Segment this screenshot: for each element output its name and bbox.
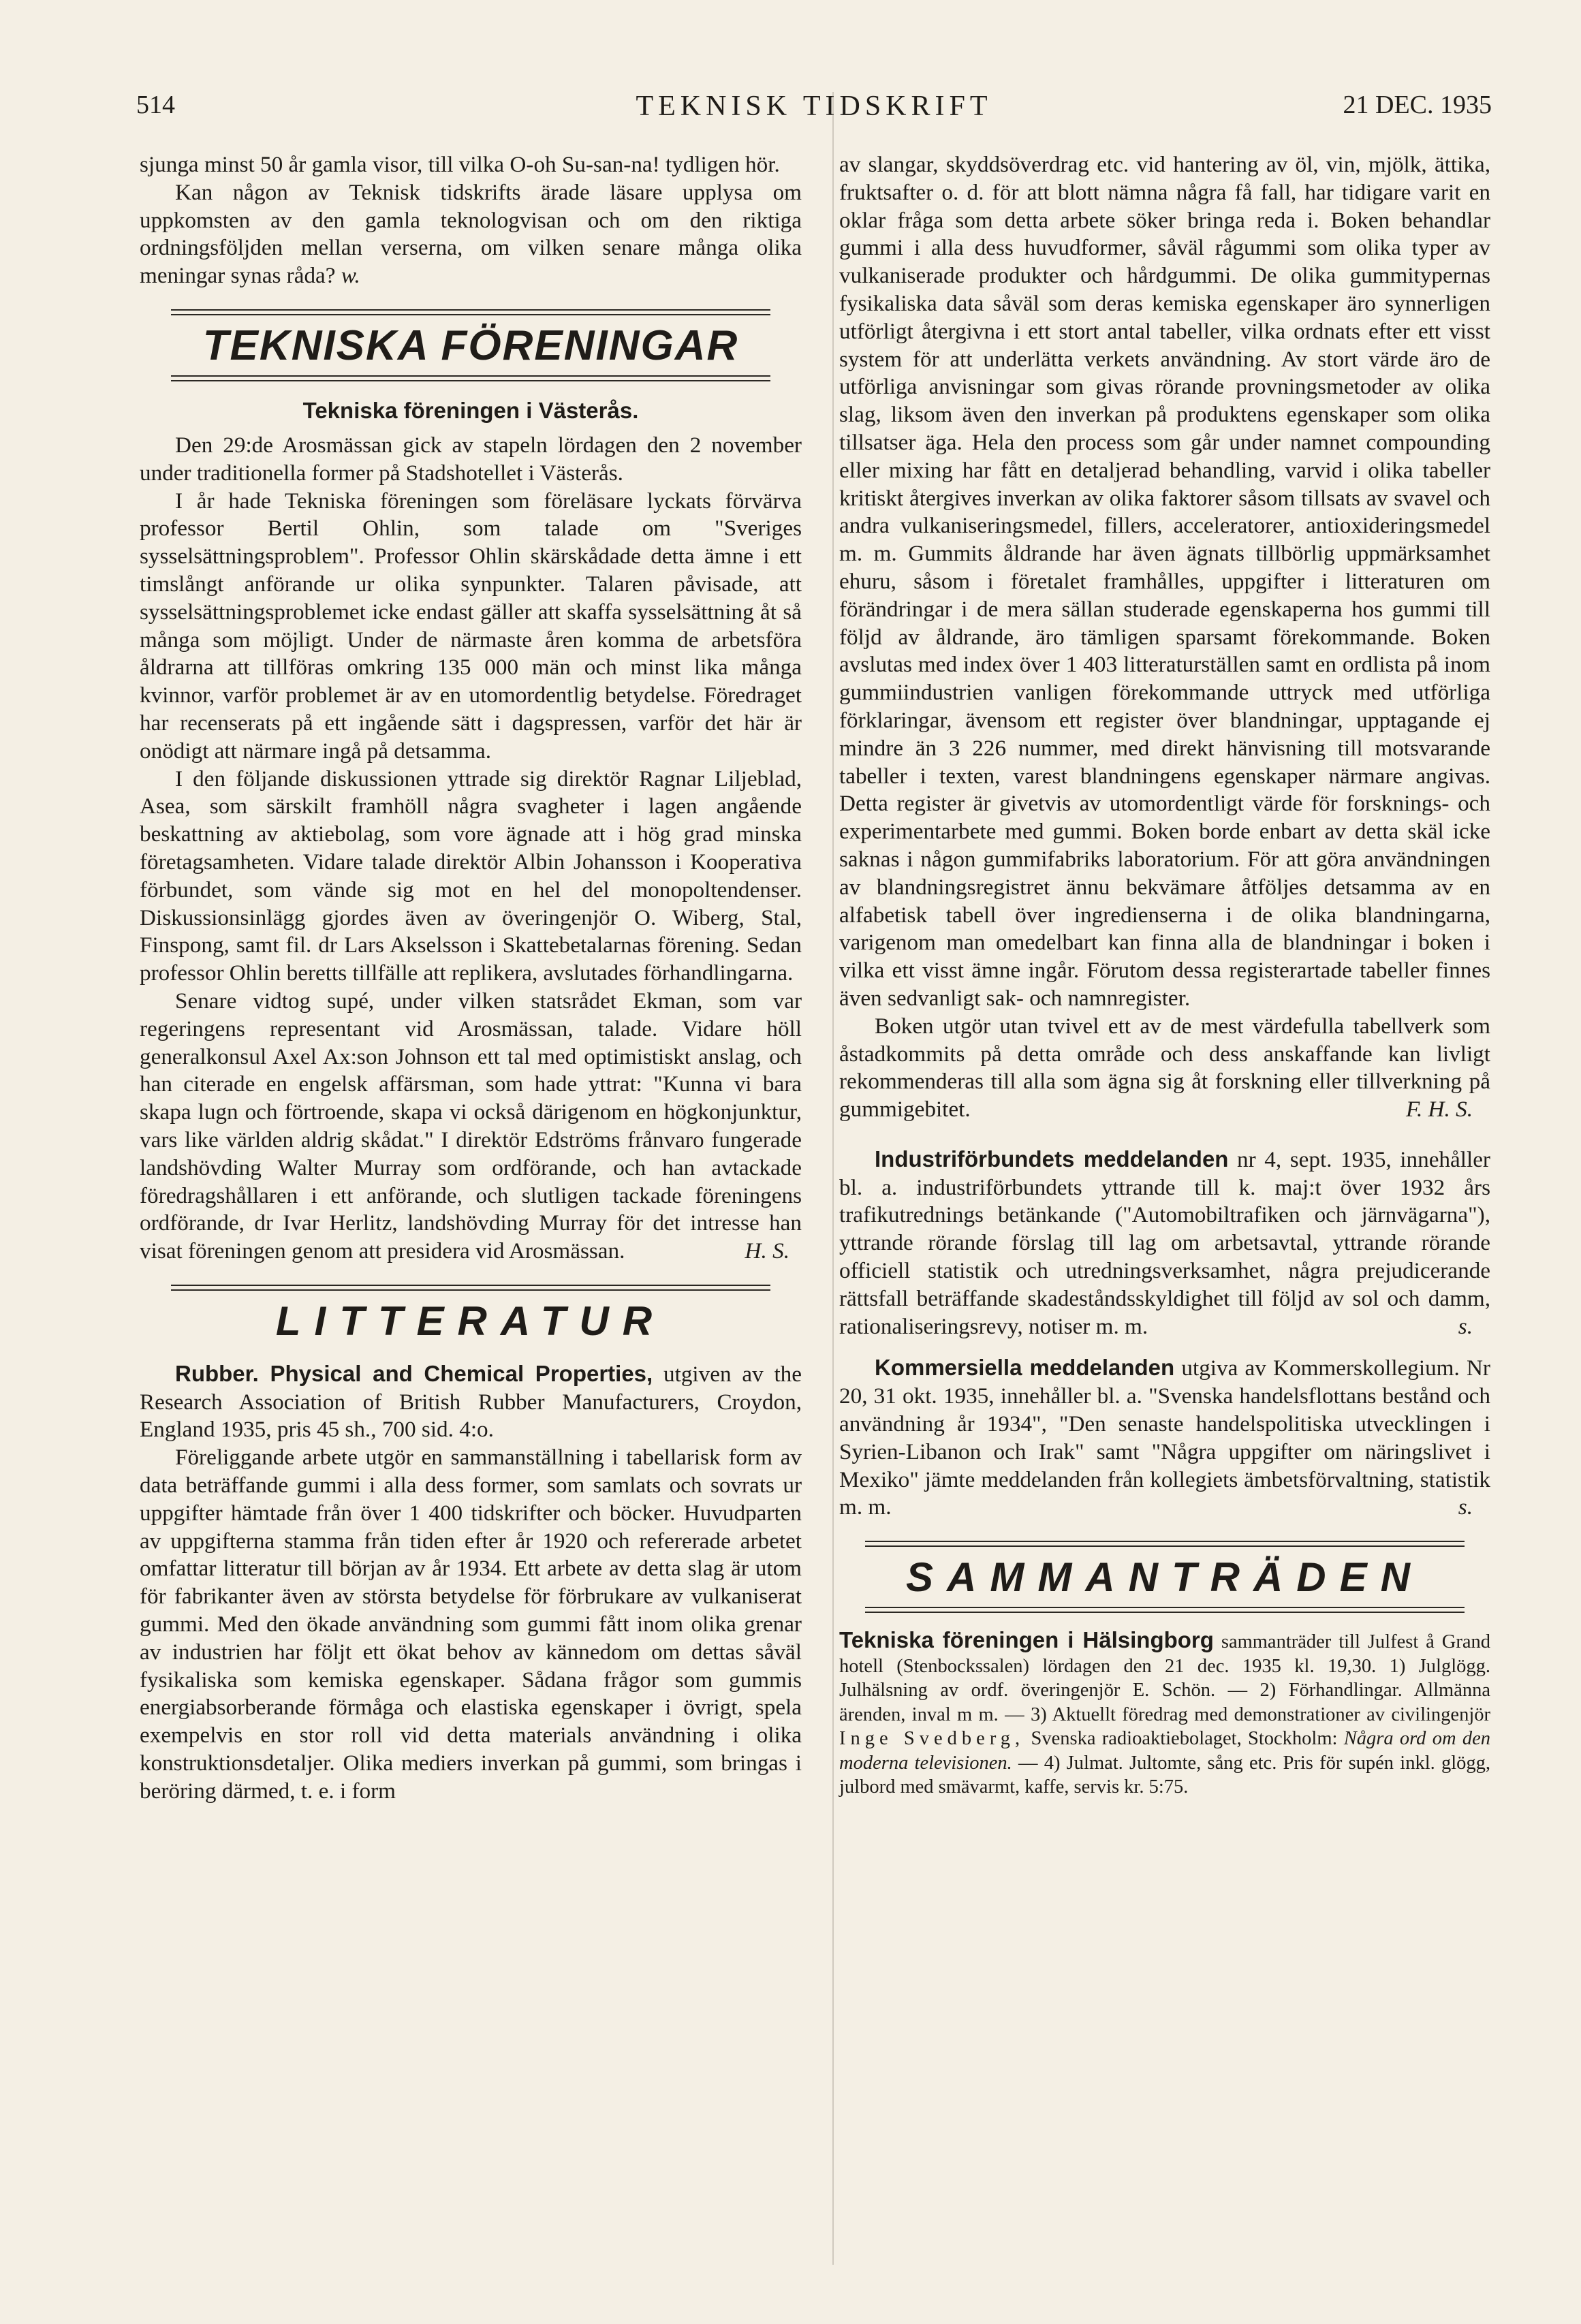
intro-signature: w. xyxy=(341,263,360,289)
review-signature: F. H. S. xyxy=(1405,1097,1473,1122)
article-paragraph: Den 29:de Arosmässan gick av stapeln lördagen den 2 november under traditionella former på Stadshotellet i Västerås. xyxy=(140,432,802,486)
column-divider xyxy=(832,92,834,2265)
banner-rule-bottom xyxy=(865,1607,1465,1613)
industriforbundet-notice xyxy=(839,1146,1490,1341)
book-title: Rubber. Physical and Chemical Properties, xyxy=(175,1360,653,1386)
industriforbundet-text: nr 4, sept. 1935, innehåller bl. a. industriförbundets yttrande till k. maj:t över 1932 års trafikutrednings betänkande ("Automobiltrafiken och järnvägarna"), yttrande rörande förslag till lag om arbetsavtal, yttrande rörande officiell statistik och utredningsverksamhet, några prejudicerande rättsfall beträffande skadeståndsskyldighet till följd av sol och damm, rationaliseringsrevy, notiser m. m. xyxy=(839,1146,1490,1339)
section-title-sammantraden: SAMMANTRÄDEN xyxy=(906,1554,1424,1601)
kommersiella-text: utgiva av Kommerskollegium. Nr 20, 31 okt. 1935, innehåller bl. a. "Svenska handelsflottans bestånd och användning år 1934", "Den senaste handelspolitiska utvecklingen i Syrien-Libanon och Irak" samt "Några uppgifter om näringslivet i Mexiko" jämte meddelanden från kollegiets ämbetsförvaltning, statistik m. m. xyxy=(839,1355,1490,1520)
page-header xyxy=(136,90,1492,144)
industriforbundet-signature: s. xyxy=(1458,1313,1473,1339)
article-paragraph: I år hade Tekniska föreningen som föreläsare lyckats förvärva professor Bertil Ohlin, som talade om "Sveriges sysselsättningsproblem". Professor Ohlin skärskådade detta ämne i ett timslångt anförande ur olika synpunkter. Talaren påvisade, att sysselsättningsproblemet icke endast gäller att skaffa sysselsättning åt så många som möjligt. Under de närmaste åren komma de arbetsföra åldrarna att tillföras omkring 135 000 män och minst lika många kvinnor, varför problemet är av en utomordentlig betydelse. Föredraget har recenserats på ett ingående sätt i dagspressen, varför det här är onödigt att närmare ingå på detsamma. xyxy=(140,488,802,764)
intro-text: Kan någon av Teknisk tidskrifts ärade läsare upplysa om uppkomsten av den gamla teknologvisan och om den riktiga ordningsföljden mellan verserna, om vilken senare många olika meningar synas råda? xyxy=(140,179,802,289)
review-continuation: av slangar, skyddsöverdrag etc. vid hantering av öl, vin, mjölk, ättika, fruktsafter o. d. för att blott nämna några få fall, har tidigare varit en oklar fråga som detta arbete söker bringa reda i. Boken behandlar gummi i alla dess huvudformer, såväl rågummi som olika typer av vulkaniserade produkter och hårdgummi. De olika gummitypernas fysikaliska data såväl som deras kemiska egenskaper äro synnerligen utförligt återgivna i ett stort antal tabeller, vilka ordnats efter ett visst system för att underlätta verkets användning. Av stort värde äro de utförliga anvisningar som givas rörande provningsmetoder av olika slag, liksom även den inverkan på produktens egenskaper som olika tillsatser äga. Hela den process som går under namnet compounding eller mixing har fått en detaljerad behandling, varvid i olika tabeller kritiskt återgives inverkan av olika faktorer såsom tillsats av svavel och andra vulkaniseringsmedel, fillers, acceleratorer, antioxideringsmedel m. m. Gummits åldrande har även ägnats tillbörlig uppmärksamhet ehuru, såsom i företalet framhålles, uppgifter i litteraturen om förändringar i de mera sällan studerade egenskaperna hos gummi till följd av åldrande, äro tämligen sparsamt förekommande. Boken avslutas med index över 1 403 litteraturställen samt en ordlista på inom gummiindustrien vanligen förekommande uttryck med utförliga förklaringar, ävensom ett register över blandningar, upptagande ej mindre än 3 226 nummer, med direkt hänvisning till motsvarande tabeller i texten, varest blandningens egenskaper närmare angivas. Detta register är givetvis av utomordentligt värde för forsknings- och experimentarbete med gummi. Boken borde enbart av detta skäl icke saknas i någon gummifabriks laboratorium. För att göra användningen av blandningsregistret ännu bekvämare åtföljes detsamma av en alfabetisk tabell över ingredienserna i de olika blandningarna, varigenom man omedelbart kan finna alla de blandningar i boken i vilka ett visst ämne ingår. Förutom dessa registerartade tabeller finnes även sedvanligt sak- och namnregister. xyxy=(839,152,1490,1011)
banner-rule-top xyxy=(171,309,770,315)
intro-paragraph-1: sjunga minst 50 år gamla visor, till vilka O-oh Su-san-na! tydligen hör. xyxy=(140,152,780,177)
book-review-intro xyxy=(140,1360,802,1444)
halsingborg-text-3: — 4) Julmat. Jultomte, sång etc. Pris för supén inkl. glögg, julbord med smävarmt, kaffe, servis kr. 5:75. xyxy=(839,1752,1490,1798)
banner-rule-top xyxy=(171,1285,770,1291)
journal-title: TEKNISK TIDSKRIFT xyxy=(636,91,992,122)
article-text: Senare vidtog supé, under vilken statsrådet Ekman, som var regeringens representant vid Arosmässan, talade. Vidare höll generalkonsul Axel Ax:son Johnson ett tal med optimistiskt anslag, och han citerade en engelsk affärsman, som hade yttrat: "Kunna vi bara skapa lugn och förtroende, skapa vi också därigenom en högkonjunktur, vars like världen aldrig skådat." I direktör Edströms frånvaro fungerade landshövding Walter Murray som ordförande, och han avtackade föredragshållaren i ett anförande, och slutligen tackade föreningens ordförande, dr Ivar Herlitz, landshövding Murray för det intresse han visat föreningen genom att presidera vid Arosmässan. xyxy=(140,988,802,1264)
banner-rule-bottom xyxy=(171,375,770,381)
kommersiella-notice xyxy=(839,1354,1490,1522)
book-review-paragraph: Föreliggande arbete utgör en sammanställning i tabellarisk form av data beträffande gummi i alla dess former, som samlats och sovrats ur uppgifter hämtade från över 1 400 tidskrifter och böcker. Huvudparten av uppgifterna stamma från tiden efter år 1920 och refererade arbetet omfattar litteratur till början av år 1934. Ett arbete av detta slag är utom för fabrikanter även av största betydelse för förbrukare av vulkaniserat gummi. Med den ökade användning som gummi fått inom olika grenar av industrien har följt ett ökat behov av kännedom om dettas såväl fysikaliska som kemiska egenskaper. Sådana frågor som gummis energiabsorberande förmåga och elastiska egenskaper i övrigt, spela exempelvis en stor roll vid detta materials användning i olika konstruktionsdetaljer. Olika mediers inverkan på gummi, som bringas i beröring därmed, t. e. i form xyxy=(140,1445,802,1804)
halsingborg-text-2: Svenska radioaktiebolaget, Stockholm: xyxy=(1024,1728,1344,1750)
article-heading-vasteras: Tekniska föreningen i Västerås. xyxy=(302,397,639,423)
spacer xyxy=(839,1340,1490,1354)
page-number: 514 xyxy=(136,91,175,119)
article-signature: H. S. xyxy=(745,1238,789,1264)
kommersiella-title: Kommersiella meddelanden xyxy=(875,1355,1175,1381)
halsingborg-title: Tekniska föreningen i Hälsingborg xyxy=(839,1627,1214,1653)
speaker-name: Inge Svedberg, xyxy=(839,1728,1025,1750)
issue-date: 21 DEC. 1935 xyxy=(1343,91,1492,119)
review-conclusion-text: Boken utgör utan tvivel ett av de mest värdefulla tabellverk som åstadkommits på detta område och dess anskaffande kan livligt rekommenderas till alla som ägna sig åt forskning eller tillverkning på gummigebitet. xyxy=(839,1013,1490,1122)
section-title-litteratur: LITTERATUR xyxy=(275,1298,666,1344)
article-paragraph: I den följande diskussionen yttrade sig direktör Ragnar Liljeblad, Asea, som särskilt framhöll några svagheter i lagen angående beskattning av aktiebolag, som vore ägnade att i hög grad minska företagsamheten. Vidare talade direktör Albin Johansson i Kooperativa förbundet, som vände sig mot en hel del monopoltendenser. Diskussionsinlägg gjordes även av överingenjör O. Wiberg, Stal, Finspong, samt fil. dr Lars Akselsson i Skattebetalarnas förening. Sedan professor Ohlin beretts tillfälle att replikera, avslutades förhandlingarna. xyxy=(140,766,802,986)
review-conclusion xyxy=(839,1013,1490,1124)
lecture-topic: Några ord om den moderna televisionen. xyxy=(839,1728,1490,1774)
section-banner-tekniska-foreningar xyxy=(171,309,770,381)
halsingborg-text-1: sammanträder till Julfest å Grand hotell (Stenbockssalen) lördagen den 21 dec. 1935 kl. 19,30. 1) Julglögg. Julhälsning av ordf. överingenjör E. Schön. — 2) Förhandlingar. Allmänna ärenden, inval m m. — 3) Aktuellt föredrag med demonstrationer av civilingenjör xyxy=(839,1631,1490,1725)
left-column xyxy=(140,151,802,1806)
industriforbundet-title: Industriförbundets meddelanden xyxy=(875,1146,1229,1172)
right-column xyxy=(839,151,1490,1800)
halsingborg-notice xyxy=(839,1628,1490,1800)
book-info: utgiven av the Research Association of British Rubber Manufacturers, Croydon, England 1935, pris 45 sh., 700 sid. 4:o. xyxy=(140,1361,802,1443)
section-banner-litteratur xyxy=(171,1285,770,1345)
article-paragraph xyxy=(140,988,802,1266)
section-banner-sammantraden xyxy=(865,1541,1465,1613)
intro-paragraph-2 xyxy=(140,179,802,290)
banner-rule-top xyxy=(865,1541,1465,1547)
kommersiella-signature: s. xyxy=(1458,1494,1473,1520)
spacer xyxy=(839,1124,1490,1146)
section-title-tekniska-foreningar: TEKNISKA FÖRENINGAR xyxy=(202,321,739,369)
